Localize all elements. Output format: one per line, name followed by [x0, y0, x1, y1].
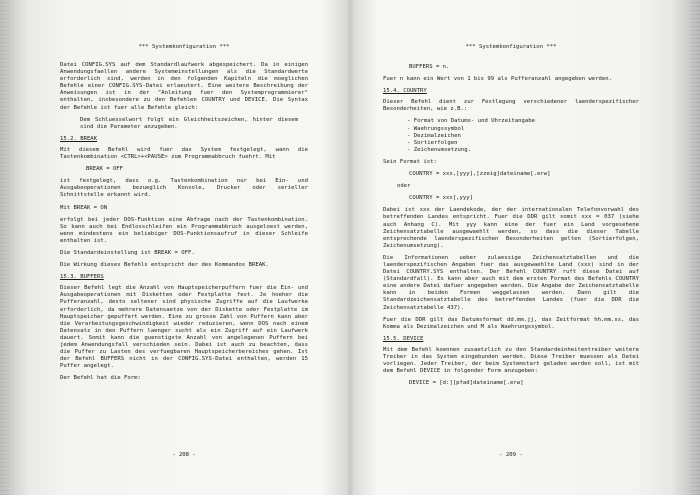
country-text-1: Dabei ist xxx der Laendekode, der der internationalen Telefonvorwahl des betreffenden Landes entspricht. Fuer die DDR gilt somit xxx = 037 (siehe auch Anhang C). Mit yyy kann eine der fuer ein Land vorgesehene Zeichensatztabelle ausgewaehlt werden, so dass die dieser Tabelle entsprechende laenderspezifischen Besonderheiten gelten (Sortierfolgen, Zeichenumsetzung). [383, 207, 643, 249]
break-heading: 15.2. BREAK [60, 135, 98, 142]
break-default: Die Standardeinstellung ist BREAK = OFF. [60, 249, 195, 256]
buffers-heading: 15.3. BUFFERS [60, 274, 104, 281]
device-code: DEVICE = [d:][pfad]dateiname[.erw] [409, 380, 524, 387]
buffers-form-intro: Der Befehl hat die Form: [60, 375, 141, 382]
right-page [350, 0, 700, 495]
right-page-body [383, 62, 643, 392]
list-item: - Sortierfolgen [407, 139, 458, 146]
buffers-code: BUFFERS = n. [409, 64, 450, 70]
break-on-prefix: Mit BREAK = ON [60, 204, 108, 211]
or-label: oder [397, 183, 411, 190]
list-item: - Format von Datums- und Uhrzeitangabe [407, 118, 535, 125]
country-code-2: COUNTRY = xxx[,yyy] [409, 195, 473, 202]
break-intro: Mit diesem Befehl wird fuer das System festgelegt, wann die Tastenkombination <CTRL>+<PAUSE> zum Programmabbruch fuehrt. Mit [60, 146, 312, 161]
right-page-header: *** Systemkonfiguration *** [465, 44, 557, 50]
buffers-text: Dieser Befehl legt die Anzahl von Hauptspeicherpuffern fuer die Ein- und Ausgabeoperationen mit Disketten oder Festplatte fest. Je hoeher die Pufferanzahl, desto seltener sind physische Zugriffe auf die Laufwerke erforderlich, da mehrere Datensaetze von der Diskette oder Festplatte im Hauptspeicher gepuffert werden. Eine zu grosse Zahl von Puffern kann aber die Verarbeitungsgeschwindigkeit wieder reduzieren, wenn DOS nach einem Datensatz in den Puffern laenger sucht als ein Zugriff auf ein Laufwerk dauert. Somit kann die guenstigste Anzahl von angelegenen Puffern bei jedem Anwendungsfall verschieden sein. Dabei ist auch zu beachten, dass die Puffer zu Lasten des verfuegbaren Hauptspeicherbereiches gehen. Ist der Befehl BUFFERS nicht in der CONFIG.SYS-Datei enthalten, werden 15 Puffer angelegt. [60, 285, 312, 370]
country-list [407, 118, 639, 153]
country-text-2: Die Informationen ueber zulaessige Zeichensatztabellen und die laenderspezifischen Angaben fuer das ausgewaehlte Land (xxx) sind in der Datei COUNTRY.SYS enthalten. Der Befehl COUNTRY ruft diese Datei auf (Standardfall). Es kann aber auch mit dem ersten Format des Befehls COUNTRY eine andere Datei dafuer angegeben werden. Die Angabe der Zeichensatztabelle kann in beiden Formen weggelassen werden. Dann gilt die Standardzeichensatztabelle des betreffenden Landes (fuer die DDR die Zeichensatztabelle 437). [383, 254, 643, 311]
list-item: - Dezimalzeichen [407, 132, 461, 139]
country-code-1: COUNTRY = xxx,[yyy],[zzeig]dateiname[.erw] [409, 171, 551, 178]
country-intro: Dieser Befehl dient zur Festlegung verschiedener laenderspezifischer Besonderheiten, wie z.B.: [383, 99, 643, 113]
syntax-note: Dem Schluesselwort folgt ein Gleichheitszeichen, hinter diesem sind die Parameter anzugeben. [80, 116, 302, 130]
list-item: - Zeichenumsetzung. [407, 146, 471, 153]
format-label: Sein Format ist: [383, 158, 437, 165]
left-page-body [60, 62, 312, 387]
break-off-text: ist festgelegt, dass o.g. Tastenkombination nur bei Ein- und Ausgabeoperationen bezueglich Konsole, Drucker oder serieller Schnittstelle erkannt wird. [60, 178, 312, 199]
list-item: - Waehrungssymbol [407, 125, 465, 132]
left-page-number: - 208 - [172, 452, 196, 458]
intro-paragraph: Datei CONFIG.SYS auf dem Standardlaufwerk abgespeichert. Da in einigen Anwendungsfaellen andere Systemeinstellungen als die Standardwerte erforderlich sind, werden in den folgenden Kapiteln die moeglichen Befehle einer CONFIG.SYS-Datei erlaeutert. Eine weitere Beschreibung der Anweisungen ist in der "Anleitung fuer den Systemprogrammierer" enthalten, insbesondere zu den Befehlen COUNTRY und DEVICE. Die Syntax der Befehle ist fuer alle Befehle gleich: [60, 62, 312, 111]
break-effect: Die Wirkung dieses Befehls entspricht der des Kommandos BREAK. [60, 262, 269, 269]
buffers-n-text: Fuer n kann ein Wert von 1 bis 99 als Pufferanzahl angegeben werden. [383, 76, 613, 83]
country-text-3: Fuer die DDR gilt das Datumsformat dd.mm.jj, das Zeitformat hh.mm.ss, das Komma als Dezimalzeichen und M als Waehrungssymbol. [383, 316, 643, 330]
country-heading: 15.4. COUNTRY [383, 88, 427, 95]
break-off-code: BREAK = OFF [86, 166, 124, 173]
left-page-header: *** Systemkonfiguration *** [138, 44, 230, 50]
device-heading: 15.5. DEVICE [383, 335, 424, 342]
break-on-text: erfolgt bei jeder DOS-Funktion eine Abfrage nach der Tastenkombination. So kann auch bei Endlosschleifen ein Programmabbruch ausgeloest werden, wenn mindestens ein beliebiger DOS-Funktionsaufruf in dieser Schleife enthalten ist. [60, 216, 312, 244]
right-page-number: - 209 - [499, 452, 523, 458]
device-text: Mit dem Befehl koennen zusaetzlich zu den Standardeinheitentreiber weitere Treiber in das System eingebunden werden. Diese Treiber muessen als Datei vorliegen. Jeder Treiber, der beim Systemstart geladen werden soll, ist mit dem Befehl DEVICE in folgender Form anzugeben: [383, 346, 643, 375]
